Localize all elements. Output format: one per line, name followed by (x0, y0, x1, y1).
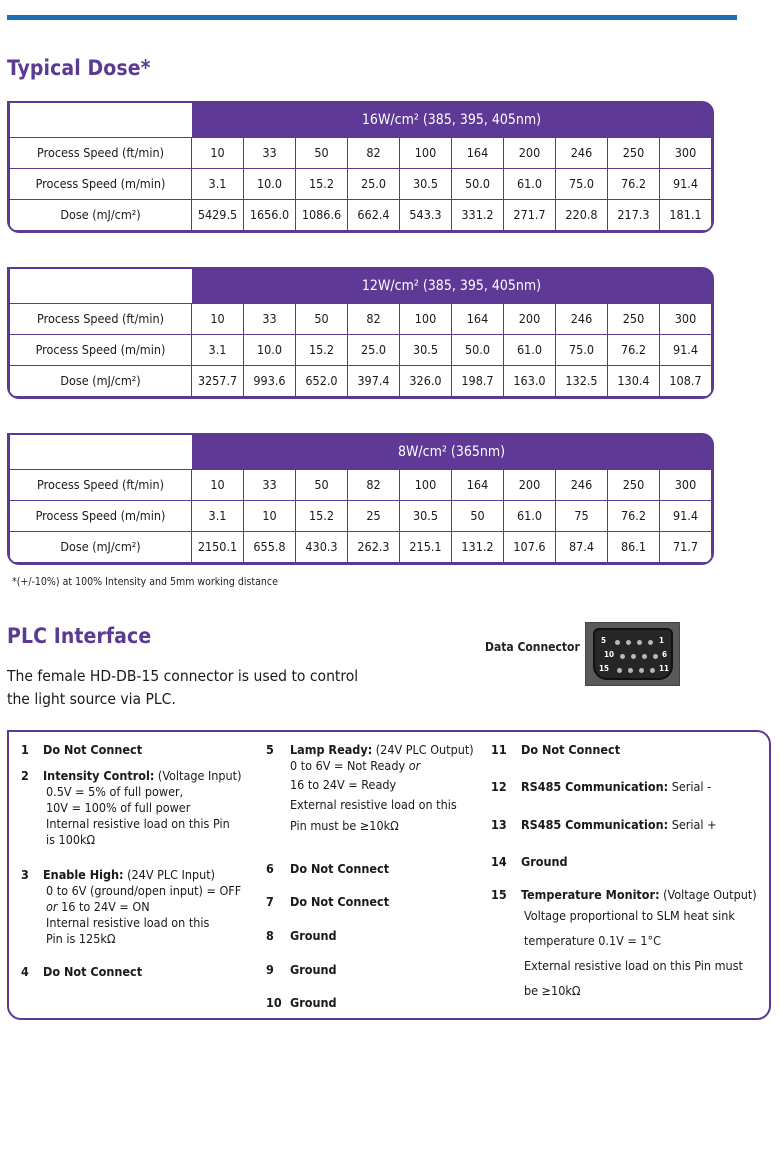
plc-intro-line: The female HD-DB-15 connector is used to control (7, 667, 359, 685)
pin-number: 14 (491, 854, 507, 869)
table-cell: 71.7 (660, 531, 712, 562)
table-row (10, 500, 712, 531)
table-cell: 91.4 (660, 500, 712, 531)
table-cell: 50.0 (452, 168, 504, 199)
pin-desc: 10V = 100% of full power (46, 800, 191, 815)
table-cell: 246 (556, 137, 608, 168)
table-cell: 2150.1 (192, 531, 244, 562)
table-cell: 15.2 (296, 334, 348, 365)
pin-name: Do Not Connect (290, 894, 390, 909)
table-cell: 33 (244, 137, 296, 168)
pin-number: 6 (662, 650, 668, 659)
pin-number: 15 (491, 887, 507, 902)
table-cell: 10 (192, 303, 244, 334)
table-cell: 30.5 (400, 500, 452, 531)
table-cell: 50 (296, 469, 348, 500)
table-cell: 50 (452, 500, 504, 531)
table-cell: 163.0 (504, 365, 556, 396)
plc-intro (7, 665, 358, 711)
pin-name: RS485 Communication: (521, 817, 669, 832)
pin-desc: Internal resistive load on this (46, 915, 210, 930)
table-cell: 82 (348, 469, 400, 500)
row-label: Process Speed (m/min) (10, 168, 192, 199)
pin-desc-or: or (46, 899, 58, 914)
table-cell: 76.2 (608, 334, 660, 365)
row-label: Process Speed (m/min) (10, 334, 192, 365)
table-row (10, 168, 712, 199)
table-cell: 131.2 (452, 531, 504, 562)
table-cell: 75.0 (556, 168, 608, 199)
table-corner (10, 269, 192, 303)
table-cell: 3.1 (192, 168, 244, 199)
pin-type: Serial - (668, 779, 712, 794)
pin-number: 8 (266, 928, 274, 943)
row-label: Dose (mJ/cm²) (10, 365, 192, 396)
table-cell: 250 (608, 303, 660, 334)
power-header: 8W/cm² (365nm) (192, 435, 712, 469)
pin-type: (24V PLC Output) (372, 742, 474, 757)
table-cell: 5429.5 (192, 199, 244, 230)
table-cell: 3.1 (192, 500, 244, 531)
table-cell: 300 (660, 137, 712, 168)
pin-name: RS485 Communication: (521, 779, 669, 794)
pin-desc: be ≥10kΩ (524, 983, 581, 998)
pin-desc: External resistive load on this (290, 797, 457, 812)
pin-number: 15 (599, 664, 610, 673)
pin-desc: 0 to 6V = Not Ready (290, 758, 409, 773)
table-cell: 3257.7 (192, 365, 244, 396)
table-cell: 10.0 (244, 334, 296, 365)
pin-type: (Voltage Output) (659, 887, 757, 902)
row-label: Process Speed (ft/min) (10, 469, 192, 500)
table-cell: 50 (296, 303, 348, 334)
table-cell: 15.2 (296, 168, 348, 199)
pin-type: (24V PLC Input) (123, 867, 216, 882)
dose-table-2 (7, 267, 714, 399)
table-row (10, 365, 712, 396)
table-cell: 82 (348, 303, 400, 334)
table-cell: 100 (400, 303, 452, 334)
table-cell: 198.7 (452, 365, 504, 396)
table-cell: 10 (192, 469, 244, 500)
dose-footnote: *(+/-10%) at 100% Intensity and 5mm working distance (12, 576, 278, 588)
plc-interface-title: PLC Interface (7, 624, 152, 648)
pin-desc: 0.5V = 5% of full power, (46, 784, 184, 799)
pin-number: 11 (491, 742, 507, 757)
connector-face (593, 628, 673, 680)
pin-number: 10 (604, 650, 615, 659)
table-cell: 76.2 (608, 500, 660, 531)
pin-number: 11 (659, 664, 670, 673)
row-label: Process Speed (ft/min) (10, 303, 192, 334)
table-row (10, 531, 712, 562)
table-cell: 655.8 (244, 531, 296, 562)
table-cell: 262.3 (348, 531, 400, 562)
table-cell: 33 (244, 469, 296, 500)
table-cell: 430.3 (296, 531, 348, 562)
table-cell: 50.0 (452, 334, 504, 365)
connector-pin-row-1 (595, 636, 671, 648)
table-cell: 246 (556, 303, 608, 334)
table-cell: 1656.0 (244, 199, 296, 230)
table-cell: 91.4 (660, 168, 712, 199)
table-cell: 30.5 (400, 334, 452, 365)
table-cell: 25 (348, 500, 400, 531)
table-cell: 215.1 (400, 531, 452, 562)
table-cell: 993.6 (244, 365, 296, 396)
pin-number: 5 (601, 636, 607, 645)
table-cell: 30.5 (400, 168, 452, 199)
pin-name: Ground (290, 962, 337, 977)
table-cell: 76.2 (608, 168, 660, 199)
table-cell: 200 (504, 303, 556, 334)
connector-pin-row-2 (595, 650, 671, 662)
table-row (10, 303, 712, 334)
pin-number: 1 (21, 742, 29, 757)
pin-number: 9 (266, 962, 274, 977)
top-rule (7, 15, 737, 20)
table-cell: 200 (504, 469, 556, 500)
pin-desc: 0 to 6V (ground/open input) = OFF (46, 883, 242, 898)
pin-number: 1 (659, 636, 665, 645)
table-cell: 50 (296, 137, 348, 168)
dose-table-3 (7, 433, 714, 565)
table-cell: 86.1 (608, 531, 660, 562)
pin-name: Do Not Connect (43, 964, 143, 979)
plc-intro-line: the light source via PLC. (7, 690, 176, 708)
pin-number: 3 (21, 867, 29, 882)
table-cell: 246 (556, 469, 608, 500)
pin-number: 5 (266, 742, 274, 757)
pin-name: Ground (290, 928, 337, 943)
pin-name: Do Not Connect (290, 861, 390, 876)
table-row (10, 334, 712, 365)
table-cell: 61.0 (504, 500, 556, 531)
typical-dose-title: Typical Dose* (7, 56, 151, 80)
table-row (10, 469, 712, 500)
table-cell: 300 (660, 303, 712, 334)
pin-type: (Voltage Input) (154, 768, 242, 783)
table-corner (10, 103, 192, 137)
table-cell: 250 (608, 137, 660, 168)
table-cell: 181.1 (660, 199, 712, 230)
pin-name: Enable High: (43, 867, 124, 882)
row-label: Process Speed (m/min) (10, 500, 192, 531)
table-cell: 25.0 (348, 168, 400, 199)
row-label: Dose (mJ/cm²) (10, 531, 192, 562)
table-cell: 397.4 (348, 365, 400, 396)
table-cell: 300 (660, 469, 712, 500)
table-cell: 87.4 (556, 531, 608, 562)
data-connector-image (585, 622, 680, 686)
pin-name: Ground (521, 854, 568, 869)
table-cell: 1086.6 (296, 199, 348, 230)
pin-desc: 16 to 24V = ON (57, 899, 150, 914)
pin-name: Temperature Monitor: (521, 887, 660, 902)
table-cell: 107.6 (504, 531, 556, 562)
table-cell: 130.4 (608, 365, 660, 396)
power-header: 12W/cm² (385, 395, 405nm) (192, 269, 712, 303)
table-cell: 220.8 (556, 199, 608, 230)
table-cell: 200 (504, 137, 556, 168)
pin-number: 2 (21, 768, 29, 783)
table-cell: 217.3 (608, 199, 660, 230)
pin-desc: is 100kΩ (46, 832, 96, 847)
table-cell: 164 (452, 303, 504, 334)
row-label: Dose (mJ/cm²) (10, 199, 192, 230)
table-cell: 10 (244, 500, 296, 531)
power-header: 16W/cm² (385, 395, 405nm) (192, 103, 712, 137)
table-cell: 662.4 (348, 199, 400, 230)
pin-name: Intensity Control: (43, 768, 155, 783)
pin-name: Do Not Connect (521, 742, 621, 757)
table-cell: 61.0 (504, 334, 556, 365)
table-row (10, 199, 712, 230)
table-row (10, 137, 712, 168)
table-cell: 3.1 (192, 334, 244, 365)
pin-desc: External resistive load on this Pin must (524, 958, 743, 973)
pin-assignment-box (7, 730, 771, 1020)
table-cell: 326.0 (400, 365, 452, 396)
table-cell: 61.0 (504, 168, 556, 199)
table-cell: 82 (348, 137, 400, 168)
pin-desc: Pin must be ≥10kΩ (290, 818, 399, 833)
pin-desc: Pin is 125kΩ (46, 931, 116, 946)
table-cell: 10 (192, 137, 244, 168)
row-label: Process Speed (ft/min) (10, 137, 192, 168)
pin-name: Do Not Connect (43, 742, 143, 757)
pin-desc-or: or (408, 758, 421, 773)
table-cell: 15.2 (296, 500, 348, 531)
table-cell: 33 (244, 303, 296, 334)
table-cell: 164 (452, 469, 504, 500)
table-cell: 652.0 (296, 365, 348, 396)
pin-number: 12 (491, 779, 507, 794)
pin-name: Lamp Ready: (290, 742, 373, 757)
dose-table-1 (7, 101, 714, 233)
table-cell: 25.0 (348, 334, 400, 365)
connector-pin-row-3 (595, 664, 671, 676)
pin-number: 7 (266, 894, 274, 909)
pin-desc: Voltage proportional to SLM heat sink (524, 908, 735, 923)
table-cell: 331.2 (452, 199, 504, 230)
table-cell: 10.0 (244, 168, 296, 199)
pin-number: 4 (21, 964, 29, 979)
data-connector-label: Data Connector (485, 640, 580, 654)
table-corner (10, 435, 192, 469)
pin-name: Ground (290, 995, 337, 1010)
pin-number: 13 (491, 817, 507, 832)
pin-desc: 16 to 24V = Ready (290, 777, 397, 792)
table-cell: 91.4 (660, 334, 712, 365)
pin-type: Serial + (668, 817, 717, 832)
table-cell: 108.7 (660, 365, 712, 396)
table-cell: 75.0 (556, 334, 608, 365)
table-cell: 132.5 (556, 365, 608, 396)
table-cell: 250 (608, 469, 660, 500)
pin-number: 6 (266, 861, 274, 876)
table-cell: 100 (400, 469, 452, 500)
pin-number: 10 (266, 995, 282, 1010)
table-cell: 271.7 (504, 199, 556, 230)
pin-desc: Internal resistive load on this Pin (46, 816, 230, 831)
table-cell: 100 (400, 137, 452, 168)
table-cell: 543.3 (400, 199, 452, 230)
table-cell: 164 (452, 137, 504, 168)
pin-desc: temperature 0.1V = 1°C (524, 933, 661, 948)
table-cell: 75 (556, 500, 608, 531)
